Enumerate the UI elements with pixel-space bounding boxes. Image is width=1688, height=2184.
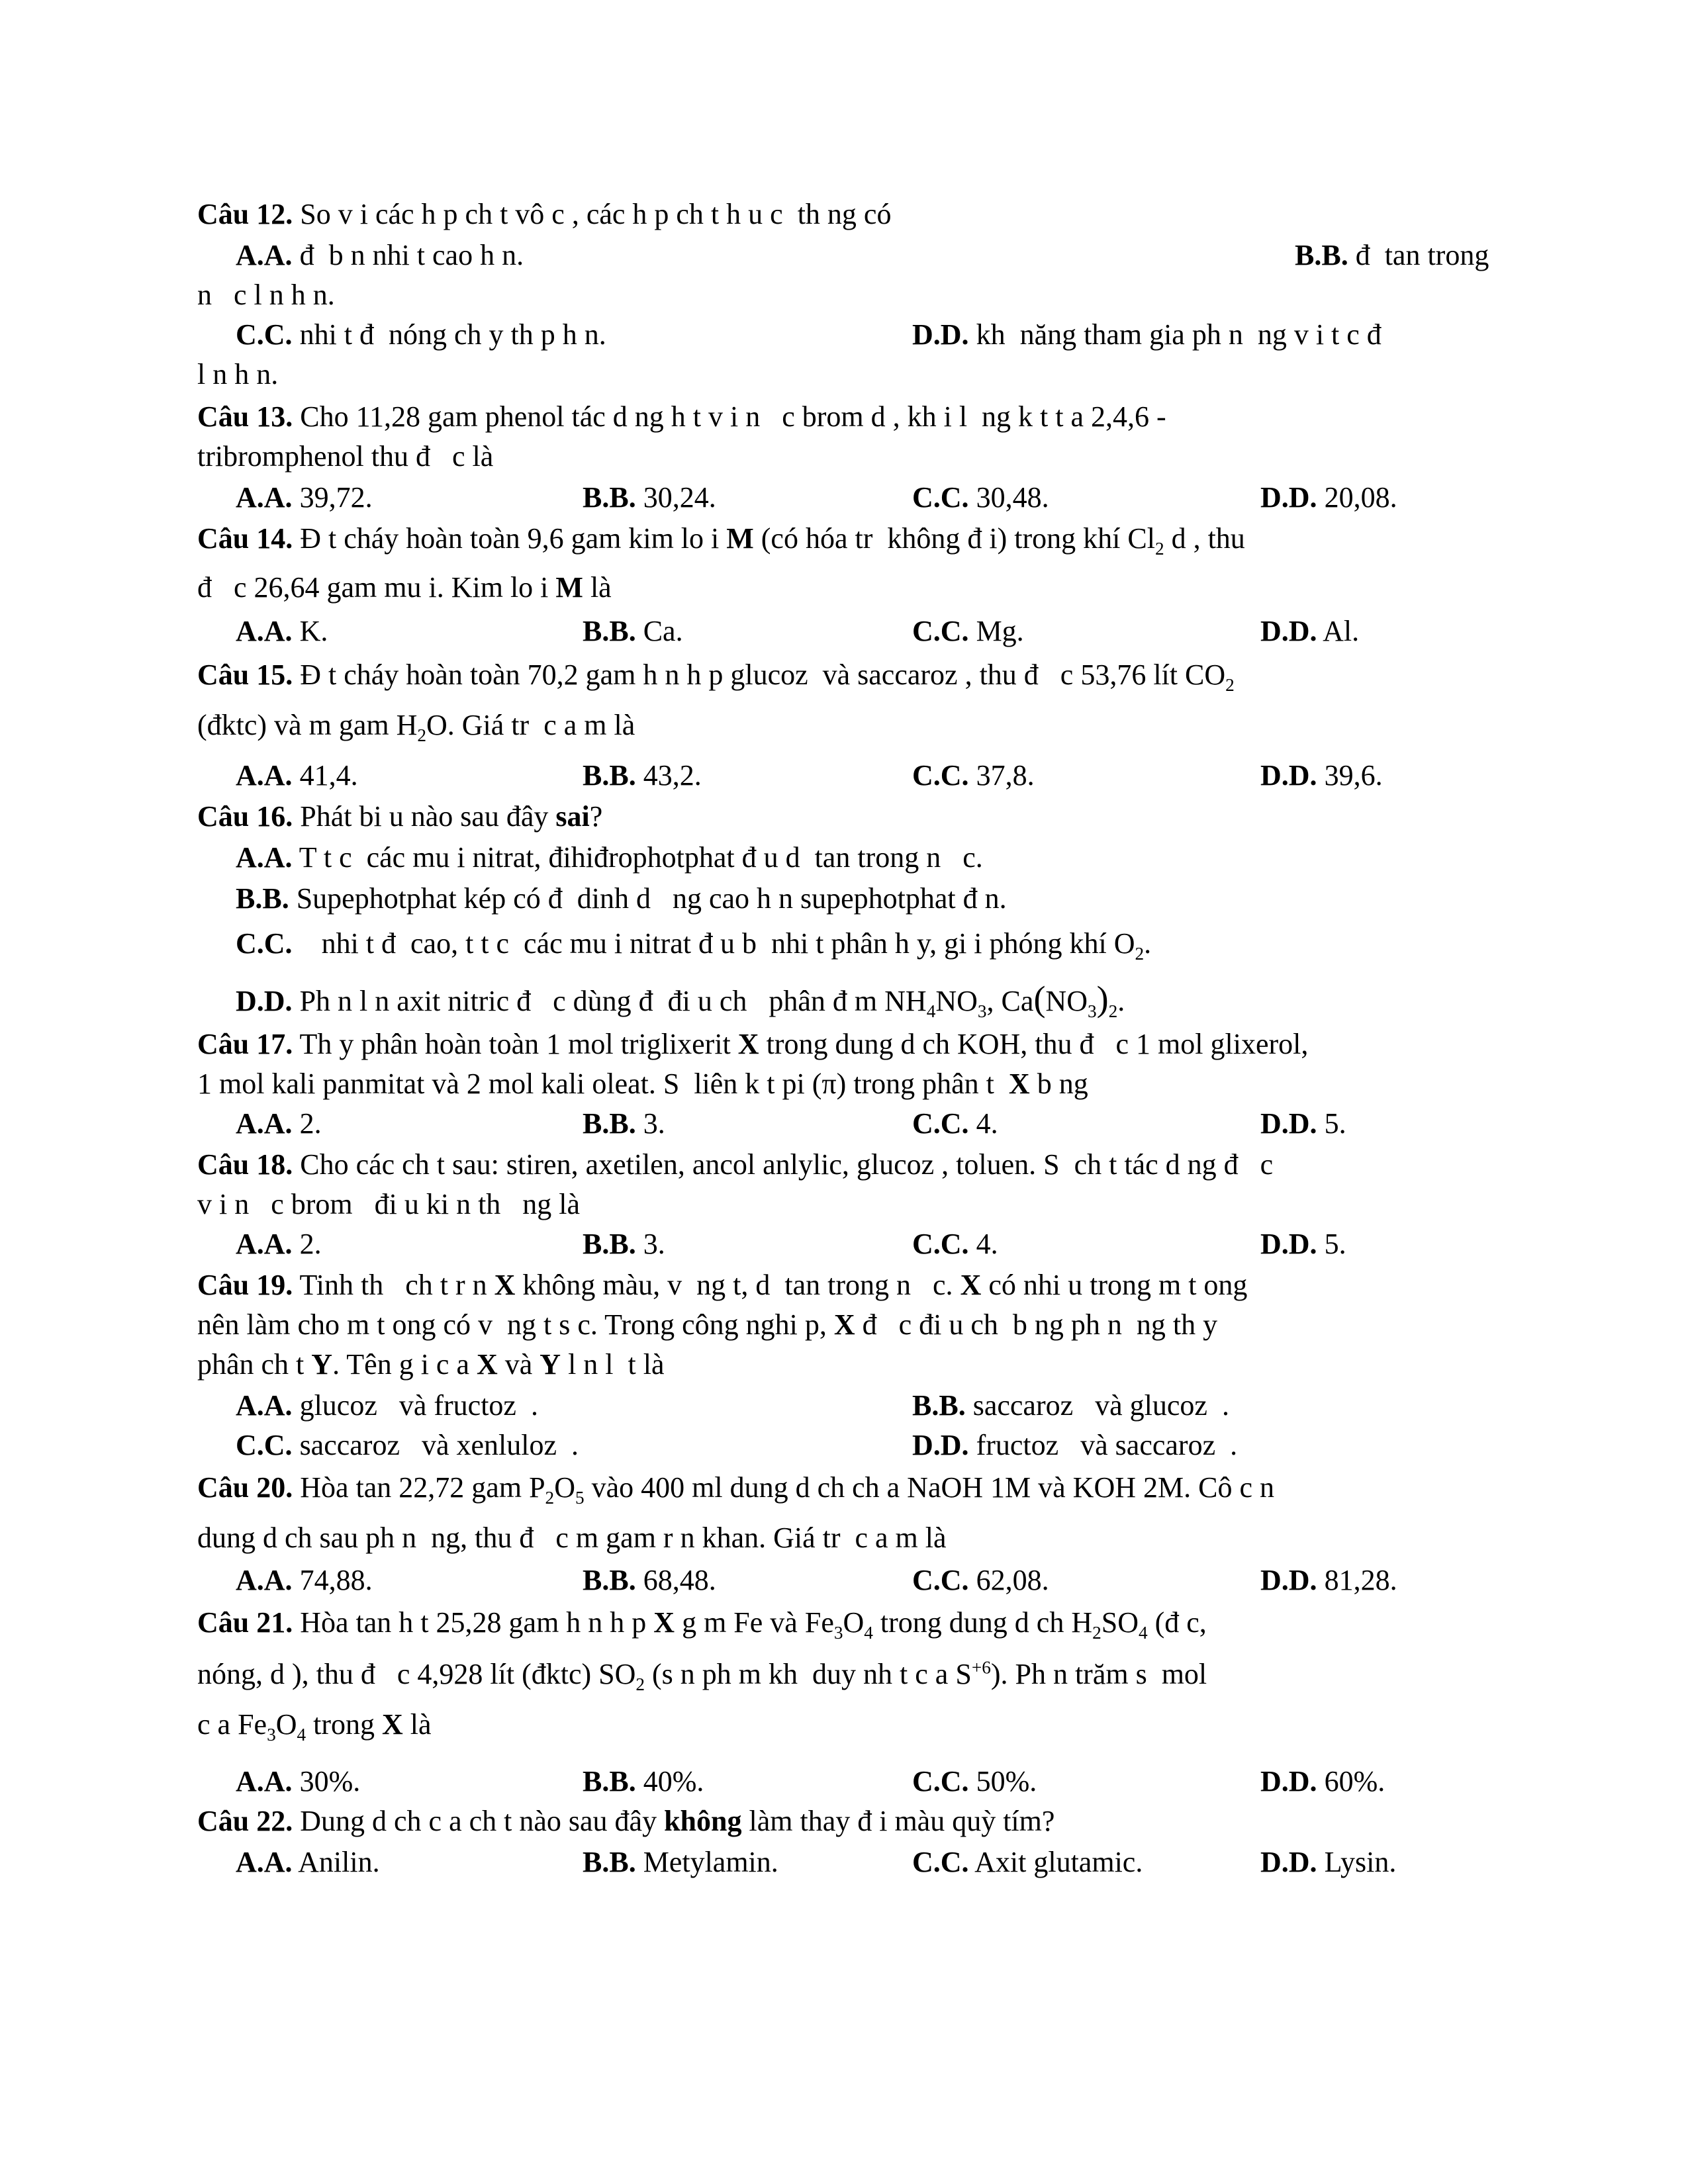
q15-option-b: B.B. 43,2.	[583, 759, 702, 792]
q18-stem-line1: Câu 18. Cho các ch t sau: stiren, axetilen, ancol anlylic, glucoz , toluen. S ch t tác d ng đ c	[197, 1148, 1274, 1181]
q21-option-c: C.C. 50%.	[912, 1765, 1037, 1797]
q18-option-b: B.B. 3.	[583, 1228, 665, 1260]
q19-option-b: B.B. saccaroz và glucoz .	[912, 1389, 1229, 1422]
q20-stem-line1: Câu 20. Hòa tan 22,72 gam $P_2O_5$ vào 400 ml dung d ch ch a NaOH 1M và KOH 2M. Cô c n	[197, 1471, 1275, 1508]
q12-option-b: B.B. đ tan trong	[1295, 239, 1489, 271]
q19-stem-line2: nên làm cho m t ong có v ng t s c. Trong công nghi p, X đ c đi u ch b ng ph n ng th y	[197, 1308, 1218, 1341]
q14-option-c: C.C. Mg.	[912, 615, 1024, 647]
q15-stem-line2: (đktc) và m gam $H_2O$. Giá tr c a m là	[197, 709, 635, 745]
q18-option-a: A.A. 2.	[236, 1228, 322, 1260]
q12-option-d: D.D. kh năng tham gia ph n ng v i t c đ	[912, 318, 1382, 351]
q17-option-c: C.C. 4.	[912, 1107, 998, 1140]
q14-option-a: A.A. K.	[236, 615, 328, 647]
q17-option-a: A.A. 2.	[236, 1107, 322, 1140]
q20-option-c: C.C. 62,08.	[912, 1564, 1049, 1596]
q13-stem-line1: Câu 13. Cho 11,28 gam phenol tác d ng h t v i n c brom d , kh i l ng k t t a 2,4,6 -	[197, 400, 1166, 433]
q21-option-a: A.A. 30%.	[236, 1765, 361, 1797]
q18-option-d: D.D. 5.	[1260, 1228, 1346, 1260]
q16-option-b: B.B. Supephotphat kép có đ dinh d ng cao h n supephotphat đ n.	[236, 882, 1007, 915]
q22-stem: Câu 22. Dung d ch c a ch t nào sau đây không làm thay đ i màu quỳ tím?	[197, 1805, 1055, 1837]
q19-option-a: A.A. glucoz và fructoz .	[236, 1389, 538, 1422]
q22-option-c: C.C. Axit glutamic.	[912, 1846, 1143, 1878]
q16-option-c: C.C. nhi t đ cao, t t c các mu i nitrat đ u b nhi t phân h y, gi i phóng khí $O_2$.	[236, 927, 1152, 964]
q14-stem-line1: Câu 14. Đ t cháy hoàn toàn 9,6 gam kim lo i M (có hóa tr không đ i) trong khí $Cl_2$ d , thu	[197, 522, 1245, 559]
q21-stem-line3: c a $Fe_3O_4$ trong X là	[197, 1708, 432, 1745]
q19-option-c: C.C. saccaroz và xenluloz .	[236, 1429, 579, 1461]
q12-option-d-cont: l n h n.	[197, 358, 279, 390]
q15-option-d: D.D. 39,6.	[1260, 759, 1383, 792]
q12-stem: Câu 12. So v i các h p ch t vô c , các h p ch t h u c th ng có	[197, 198, 892, 230]
q16-option-d: D.D. Ph n l n axit nitric đ c dùng đ đi u ch phân đ m $NH_4NO_3$, $Ca(NO_3)_2$.	[236, 979, 1125, 1021]
q22-option-a: A.A. Anilin.	[236, 1846, 380, 1878]
q20-option-d: D.D. 81,28.	[1260, 1564, 1397, 1596]
q22-option-d: D.D. Lysin.	[1260, 1846, 1397, 1878]
q21-stem-line1: Câu 21. Hòa tan h t 25,28 gam h n h p X g m Fe và $Fe_3O_4$ trong dung d ch $H_2SO_4$ (đ c,	[197, 1606, 1207, 1643]
q13-option-c: C.C. 30,48.	[912, 481, 1049, 514]
q18-stem-line2: v i n c brom đi u ki n th ng là	[197, 1188, 581, 1220]
q19-option-d: D.D. fructoz và saccaroz .	[912, 1429, 1238, 1461]
q12-option-b-cont: n c l n h n.	[197, 279, 335, 311]
q21-option-b: B.B. 40%.	[583, 1765, 704, 1797]
q14-option-d: D.D. Al.	[1260, 615, 1360, 647]
q12-option-a: A.A. đ b n nhi t cao h n.	[236, 239, 524, 271]
q14-stem-line2: đ c 26,64 gam mu i. Kim lo i M là	[197, 571, 612, 604]
q17-option-d: D.D. 5.	[1260, 1107, 1346, 1140]
q16-stem: Câu 16. Phát bi u nào sau đây sai?	[197, 800, 603, 833]
q15-option-a: A.A. 41,4.	[236, 759, 358, 792]
q19-stem-line1: Câu 19. Tinh th ch t r n X không màu, v ng t, d tan trong n c. X có nhi u trong m t ong	[197, 1269, 1248, 1301]
q19-stem-line3: phân ch t Y. Tên g i c a X và Y l n l t là	[197, 1348, 665, 1381]
q13-option-a: A.A. 39,72.	[236, 481, 373, 514]
q17-stem-line1: Câu 17. Th y phân hoàn toàn 1 mol triglixerit X trong dung d ch KOH, thu đ c 1 mol glixerol,	[197, 1028, 1309, 1060]
q13-option-b: B.B. 30,24.	[583, 481, 716, 514]
q20-option-b: B.B. 68,48.	[583, 1564, 716, 1596]
q22-option-b: B.B. Metylamin.	[583, 1846, 778, 1878]
q12-option-c: C.C. nhi t đ nóng ch y th p h n.	[236, 318, 606, 351]
q20-stem-line2: dung d ch sau ph n ng, thu đ c m gam r n khan. Giá tr c a m là	[197, 1522, 947, 1554]
q18-option-c: C.C. 4.	[912, 1228, 998, 1260]
q21-option-d: D.D. 60%.	[1260, 1765, 1385, 1797]
q13-option-d: D.D. 20,08.	[1260, 481, 1397, 514]
q21-stem-line2: nóng, d ), thu đ c 4,928 lít (đktc) $SO_2$ (s n ph m kh duy nh t c a $S^{+6}$). Ph n trăm s mol	[197, 1657, 1207, 1694]
q15-option-c: C.C. 37,8.	[912, 759, 1035, 792]
q15-stem-line1: Câu 15. Đ t cháy hoàn toàn 70,2 gam h n h p glucoz và saccaroz , thu đ c 53,76 lít $CO_2$	[197, 659, 1235, 695]
q16-option-a: A.A. T t c các mu i nitrat, đihiđrophotphat đ u d tan trong n c.	[236, 841, 983, 874]
q13-stem-line2: tribromphenol thu đ c là	[197, 440, 494, 473]
q17-option-b: B.B. 3.	[583, 1107, 665, 1140]
q17-stem-line2: 1 mol kali panmitat và 2 mol kali oleat. S liên k t pi (π) trong phân t X b ng	[197, 1068, 1088, 1100]
q20-option-a: A.A. 74,88.	[236, 1564, 373, 1596]
q14-option-b: B.B. Ca.	[583, 615, 683, 647]
